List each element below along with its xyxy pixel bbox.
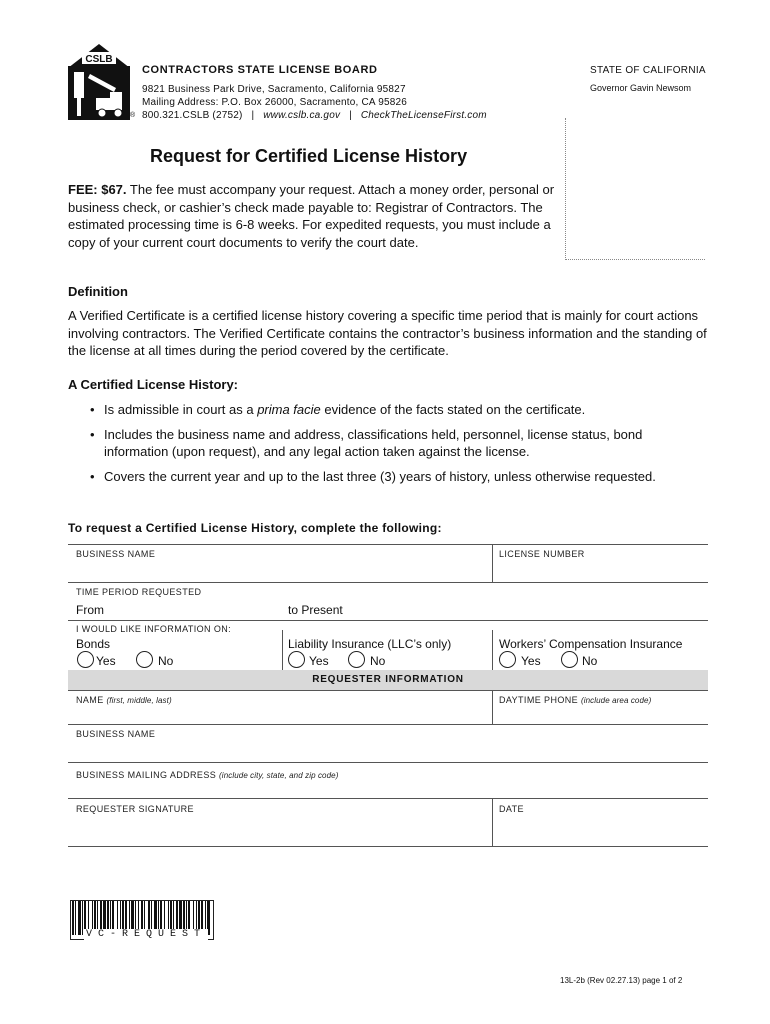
phone-label — [499, 695, 651, 705]
liability-yes-label: Yes — [309, 654, 329, 668]
barcode-text: VC-REQUEST — [86, 929, 207, 940]
logo-text: CSLB — [85, 54, 113, 65]
business-name-field[interactable] — [72, 560, 488, 580]
bonds-yes-radio[interactable] — [77, 651, 94, 668]
mailing-label-text: BUSINESS MAILING ADDRESS — [76, 770, 217, 780]
from-date-field[interactable] — [108, 600, 278, 618]
contact-line — [142, 110, 487, 121]
info-on-label: I WOULD LIKE INFORMATION ON: — [76, 624, 232, 634]
workers-no-radio[interactable] — [561, 651, 578, 668]
signature-label: REQUESTER SIGNATURE — [76, 804, 194, 814]
mailing-address-label — [76, 770, 338, 780]
cslb-logo — [66, 42, 132, 122]
name-field[interactable] — [72, 706, 488, 722]
signature-field[interactable] — [72, 815, 488, 845]
list-item: • Covers the current year and up to the last three (3) years of history, unless otherwise requested. — [90, 468, 710, 485]
workers-comp-label: Workers’ Compensation Insurance — [499, 637, 683, 651]
form-footer: 13L-2b (Rev 02.27.13) page 1 of 2 — [560, 976, 683, 985]
separator: | — [251, 110, 255, 121]
org-name: CONTRACTORS STATE LICENSE BOARD — [142, 64, 378, 76]
business-name-2-field[interactable] — [72, 740, 704, 760]
address-line-2: Mailing Address: P.O. Box 26000, Sacramento, CA 95826 — [142, 97, 408, 108]
form-line — [68, 620, 708, 621]
form-divider — [492, 690, 493, 724]
phone-field[interactable] — [496, 706, 706, 722]
date-label: DATE — [499, 804, 524, 814]
form-divider — [492, 798, 493, 846]
form-line — [68, 724, 708, 725]
request-heading: To request a Certified License History, complete the following: — [68, 521, 442, 535]
time-period-label: TIME PERIOD REQUESTED — [76, 587, 202, 597]
bullet-text: evidence of the facts stated on the certificate. — [320, 402, 586, 417]
workers-yes-radio[interactable] — [499, 651, 516, 668]
to-present-label: to Present — [288, 603, 343, 617]
check-license-link[interactable]: CheckTheLicenseFirst.com — [360, 110, 487, 121]
fee-text: The fee must accompany your request. Attach a money order, personal or business check, or cashier’s check made payable to: Registrar of Contractors. The estimated processing time is 6-8 weeks. For expedited requests, you must include a copy of your current court documents to verify the court date. — [68, 182, 555, 250]
license-number-label: LICENSE NUMBER — [499, 549, 585, 559]
bullet-emphasis: prima facie — [257, 402, 321, 417]
business-name-2-label: BUSINESS NAME — [76, 729, 156, 739]
governor-name: Governor Gavin Newsom — [590, 83, 692, 93]
workers-no-label: No — [582, 654, 598, 668]
date-field[interactable] — [496, 815, 706, 845]
definition-text: A Verified Certificate is a certified license history covering a specific time period that is mainly for court actions involving contractors. The Verified Certificate contains the contractor’s business information and the standing of the license at all times during the period covered by the certificate. — [68, 308, 707, 358]
mailing-hint: (include city, state, and zip code) — [219, 771, 339, 780]
phone-number: 800.321.CSLB (2752) — [142, 110, 243, 121]
address-line-1: 9821 Business Park Drive, Sacramento, California 95827 — [142, 84, 406, 95]
name-label — [76, 695, 172, 705]
liability-no-label: No — [370, 654, 386, 668]
mailing-address-field[interactable] — [72, 781, 704, 797]
bonds-no-label: No — [158, 654, 174, 668]
state-name: STATE OF CALIFORNIA — [590, 65, 706, 76]
bonds-no-radio[interactable] — [136, 651, 153, 668]
separator: | — [349, 110, 352, 121]
clh-heading: A Certified License History: — [68, 377, 239, 392]
registered-mark: ® — [130, 112, 136, 119]
list-item: • Includes the business name and address, classifications held, personnel, license status, bond information (upon request), and any legal action taken against the license. — [90, 426, 710, 460]
form-line — [68, 762, 708, 763]
form-line — [68, 690, 708, 691]
fee-label: FEE: $67. — [68, 182, 127, 197]
website-link[interactable]: www.cslb.ca.gov — [263, 110, 341, 121]
phone-label-text: DAYTIME PHONE — [499, 695, 579, 705]
form-divider — [492, 630, 493, 670]
form-line — [68, 544, 708, 545]
form-line — [68, 798, 708, 799]
bonds-label: Bonds — [76, 637, 111, 651]
page-title: Request for Certified License History — [150, 146, 468, 166]
form-divider — [282, 630, 283, 670]
from-label: From — [76, 603, 104, 617]
list-item — [90, 401, 710, 418]
barcode-bar — [72, 901, 74, 935]
form-line — [68, 846, 708, 847]
liability-label: Liability Insurance (LLC’s only) — [288, 637, 452, 651]
barcode-bar — [82, 901, 83, 935]
bonds-yes-label: Yes — [96, 654, 116, 668]
liability-yes-radio[interactable] — [288, 651, 305, 668]
form-line — [68, 582, 708, 583]
name-hint: (first, middle, last) — [106, 696, 172, 705]
definition-heading: Definition — [68, 284, 128, 299]
clh-bullet-list — [90, 401, 710, 493]
requester-info-header: REQUESTER INFORMATION — [68, 670, 708, 690]
license-number-field[interactable] — [496, 560, 706, 580]
liability-no-radio[interactable] — [348, 651, 365, 668]
business-name-label: BUSINESS NAME — [76, 549, 156, 559]
barcode-bar — [75, 901, 76, 935]
barcode-bar — [78, 901, 81, 935]
workers-yes-label: Yes — [521, 654, 541, 668]
phone-hint: (include area code) — [580, 696, 652, 705]
bullet-text: Is admissible in court as a — [104, 402, 258, 417]
name-label-text: NAME — [76, 695, 104, 705]
office-use-box — [565, 118, 705, 260]
form-divider — [492, 544, 493, 582]
fee-paragraph — [68, 181, 558, 251]
